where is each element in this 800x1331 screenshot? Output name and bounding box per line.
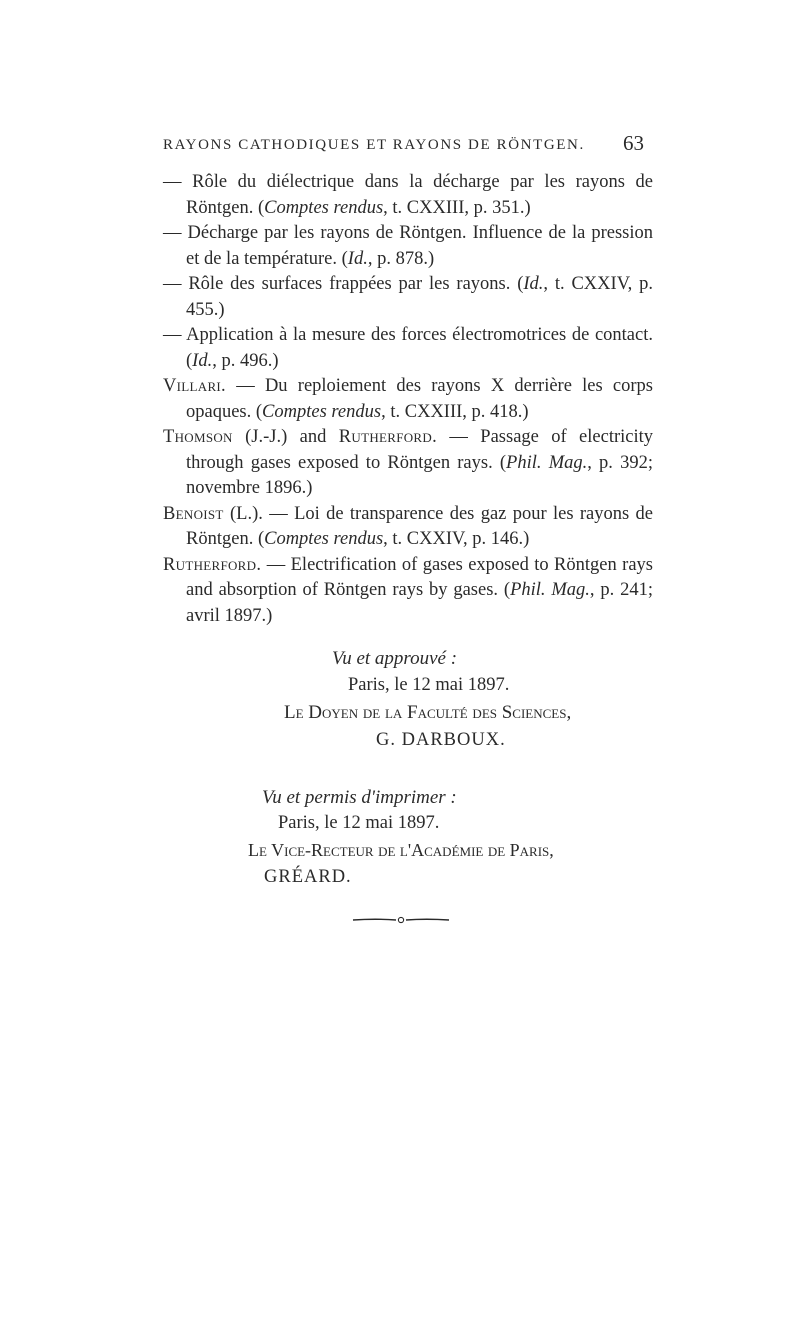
dean-name: G. DARBOUX. [376,730,506,750]
permission-date: Paris, le 12 mai 1897. [278,813,440,833]
reference-list [163,170,653,629]
rector-title: Le Vice-Recteur de l'Académie de Paris, [248,840,554,860]
print-permission-heading: Vu et permis d'imprimer : [262,787,457,808]
page-header [0,131,800,161]
reference-entry: Rutherford. — Electrification of gases exposed to Röntgen rays and absorption of Röntgen rays by gases. (Phil. Mag., p. 241; avril 1897.) [163,554,653,626]
dean-title: Le Doyen de la Faculté des Sciences, [284,702,572,723]
author-name: Thomson [163,427,233,447]
author-name: Benoist [163,503,224,524]
approval-date: Paris, le 12 mai 1897. [348,675,510,695]
rector-name: GRÉARD. [264,867,352,887]
approval-heading: Vu et approuvé : [332,648,458,669]
author-name: Villari. [163,376,226,396]
author-name: Rutherford. [163,554,262,575]
author-name: Rutherford. [338,427,438,447]
reference-entry: — Application à la mesure des forces électromotrices de contact. (Id., p. 496.) [163,325,653,371]
reference-entry: — Rôle des surfaces frappées par les rayons. (Id., t. CXXIV, p. 455.) [163,274,654,320]
page-number: 63 [623,131,644,155]
reference-entry: — Rôle du diélectrique dans la décharge par les rayons de Röntgen. (Comptes rendus, t. CXXIII, p. 351.) [163,172,653,218]
reference-entry: Villari. — Du reploiement des rayons X derrière les corps opaques. (Comptes rendus, t. CXXIII, p. 418.) [163,376,653,422]
reference-entry: Benoist (L.). — Loi de transparence des gaz pour les rayons de Röntgen. (Comptes rendus, t. CXXIV, p. 146.) [163,503,653,549]
reference-entry: — Décharge par les rayons de Röntgen. Influence de la pression et de la température. (Id., p. 878.) [163,223,654,269]
running-title: RAYONS CATHODIQUES ET RAYONS DE RÖNTGEN. [163,137,585,153]
end-ornament [351,915,451,925]
reference-entry: Thomson (J.-J.) and Rutherford. — Passage of electricity through gases exposed to Röntgen rays. (Phil. Mag., p. 392; novembre 1896.) [163,427,654,498]
